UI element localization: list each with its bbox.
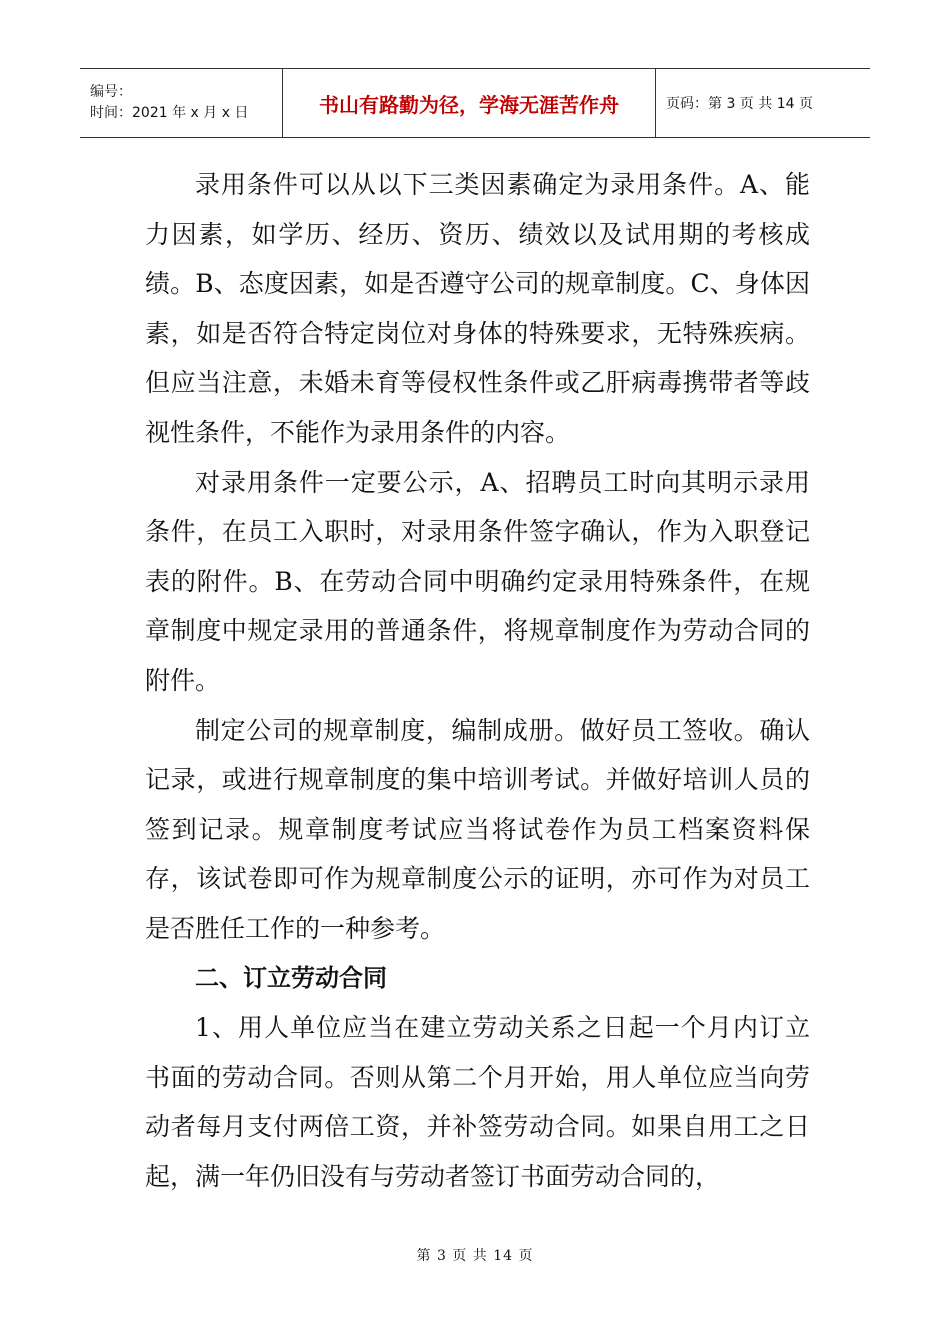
paragraph: 制定公司的规章制度，编制成册。做好员工签收。确认记录，或进行规章制度的集中培训考试。并做好培训人员的签到记录。规章制度考试应当将试卷作为员工档案资料保存，该试卷即可作为规章制度公示的证明，亦可作为对员工是否胜任工作的一种参考。 (145, 715, 810, 943)
paragraph: 对录用条件一定要公示，A、招聘员工时向其明示录用条件，在员工入职时，对录用条件签字确认，作为入职登记表的附件。B、在劳动合同中明确约定录用特殊条件，在规章制度中规定录用的普通条件，将规章制度作为劳动合同的附件。 (145, 467, 810, 695)
header-page-info: 页码：第 3 页 共 14 页 (666, 96, 813, 112)
header-motto: 书山有路勤为径，学海无涯苦作舟 (283, 69, 656, 137)
paragraph: 录用条件可以从以下三类因素确定为录用条件。A、能力因素，如学历、经历、资历、绩效以及试用期的考核成绩。B、态度因素，如是否遵守公司的规章制度。C、身体因素，如是否符合特定岗位对身体的特殊要求，无特殊疾病。但应当注意，未婚未育等侵权性条件或乙肝病毒携带者等歧视性条件，不能作为录用条件的内容。 (145, 170, 810, 447)
document-body (145, 160, 810, 1201)
document-date: 时间：2021 年 x 月 x 日 (90, 105, 249, 121)
header-meta (80, 69, 283, 137)
page-footer: 第 3 页 共 14 页 (416, 1248, 534, 1264)
paragraph: 1、用人单位应当在建立劳动关系之日起一个月内订立书面的劳动合同。否则从第二个月开始，用人单位应当向劳动者每月支付两倍工资，并补签劳动合同。如果自用工之日起，满一年仍旧没有与劳动者签订书面劳动合同的， (145, 1013, 810, 1191)
document-number-label: 编号： (90, 84, 132, 100)
section-heading: 二、订立劳动合同 (195, 963, 387, 992)
page-header (80, 68, 870, 138)
